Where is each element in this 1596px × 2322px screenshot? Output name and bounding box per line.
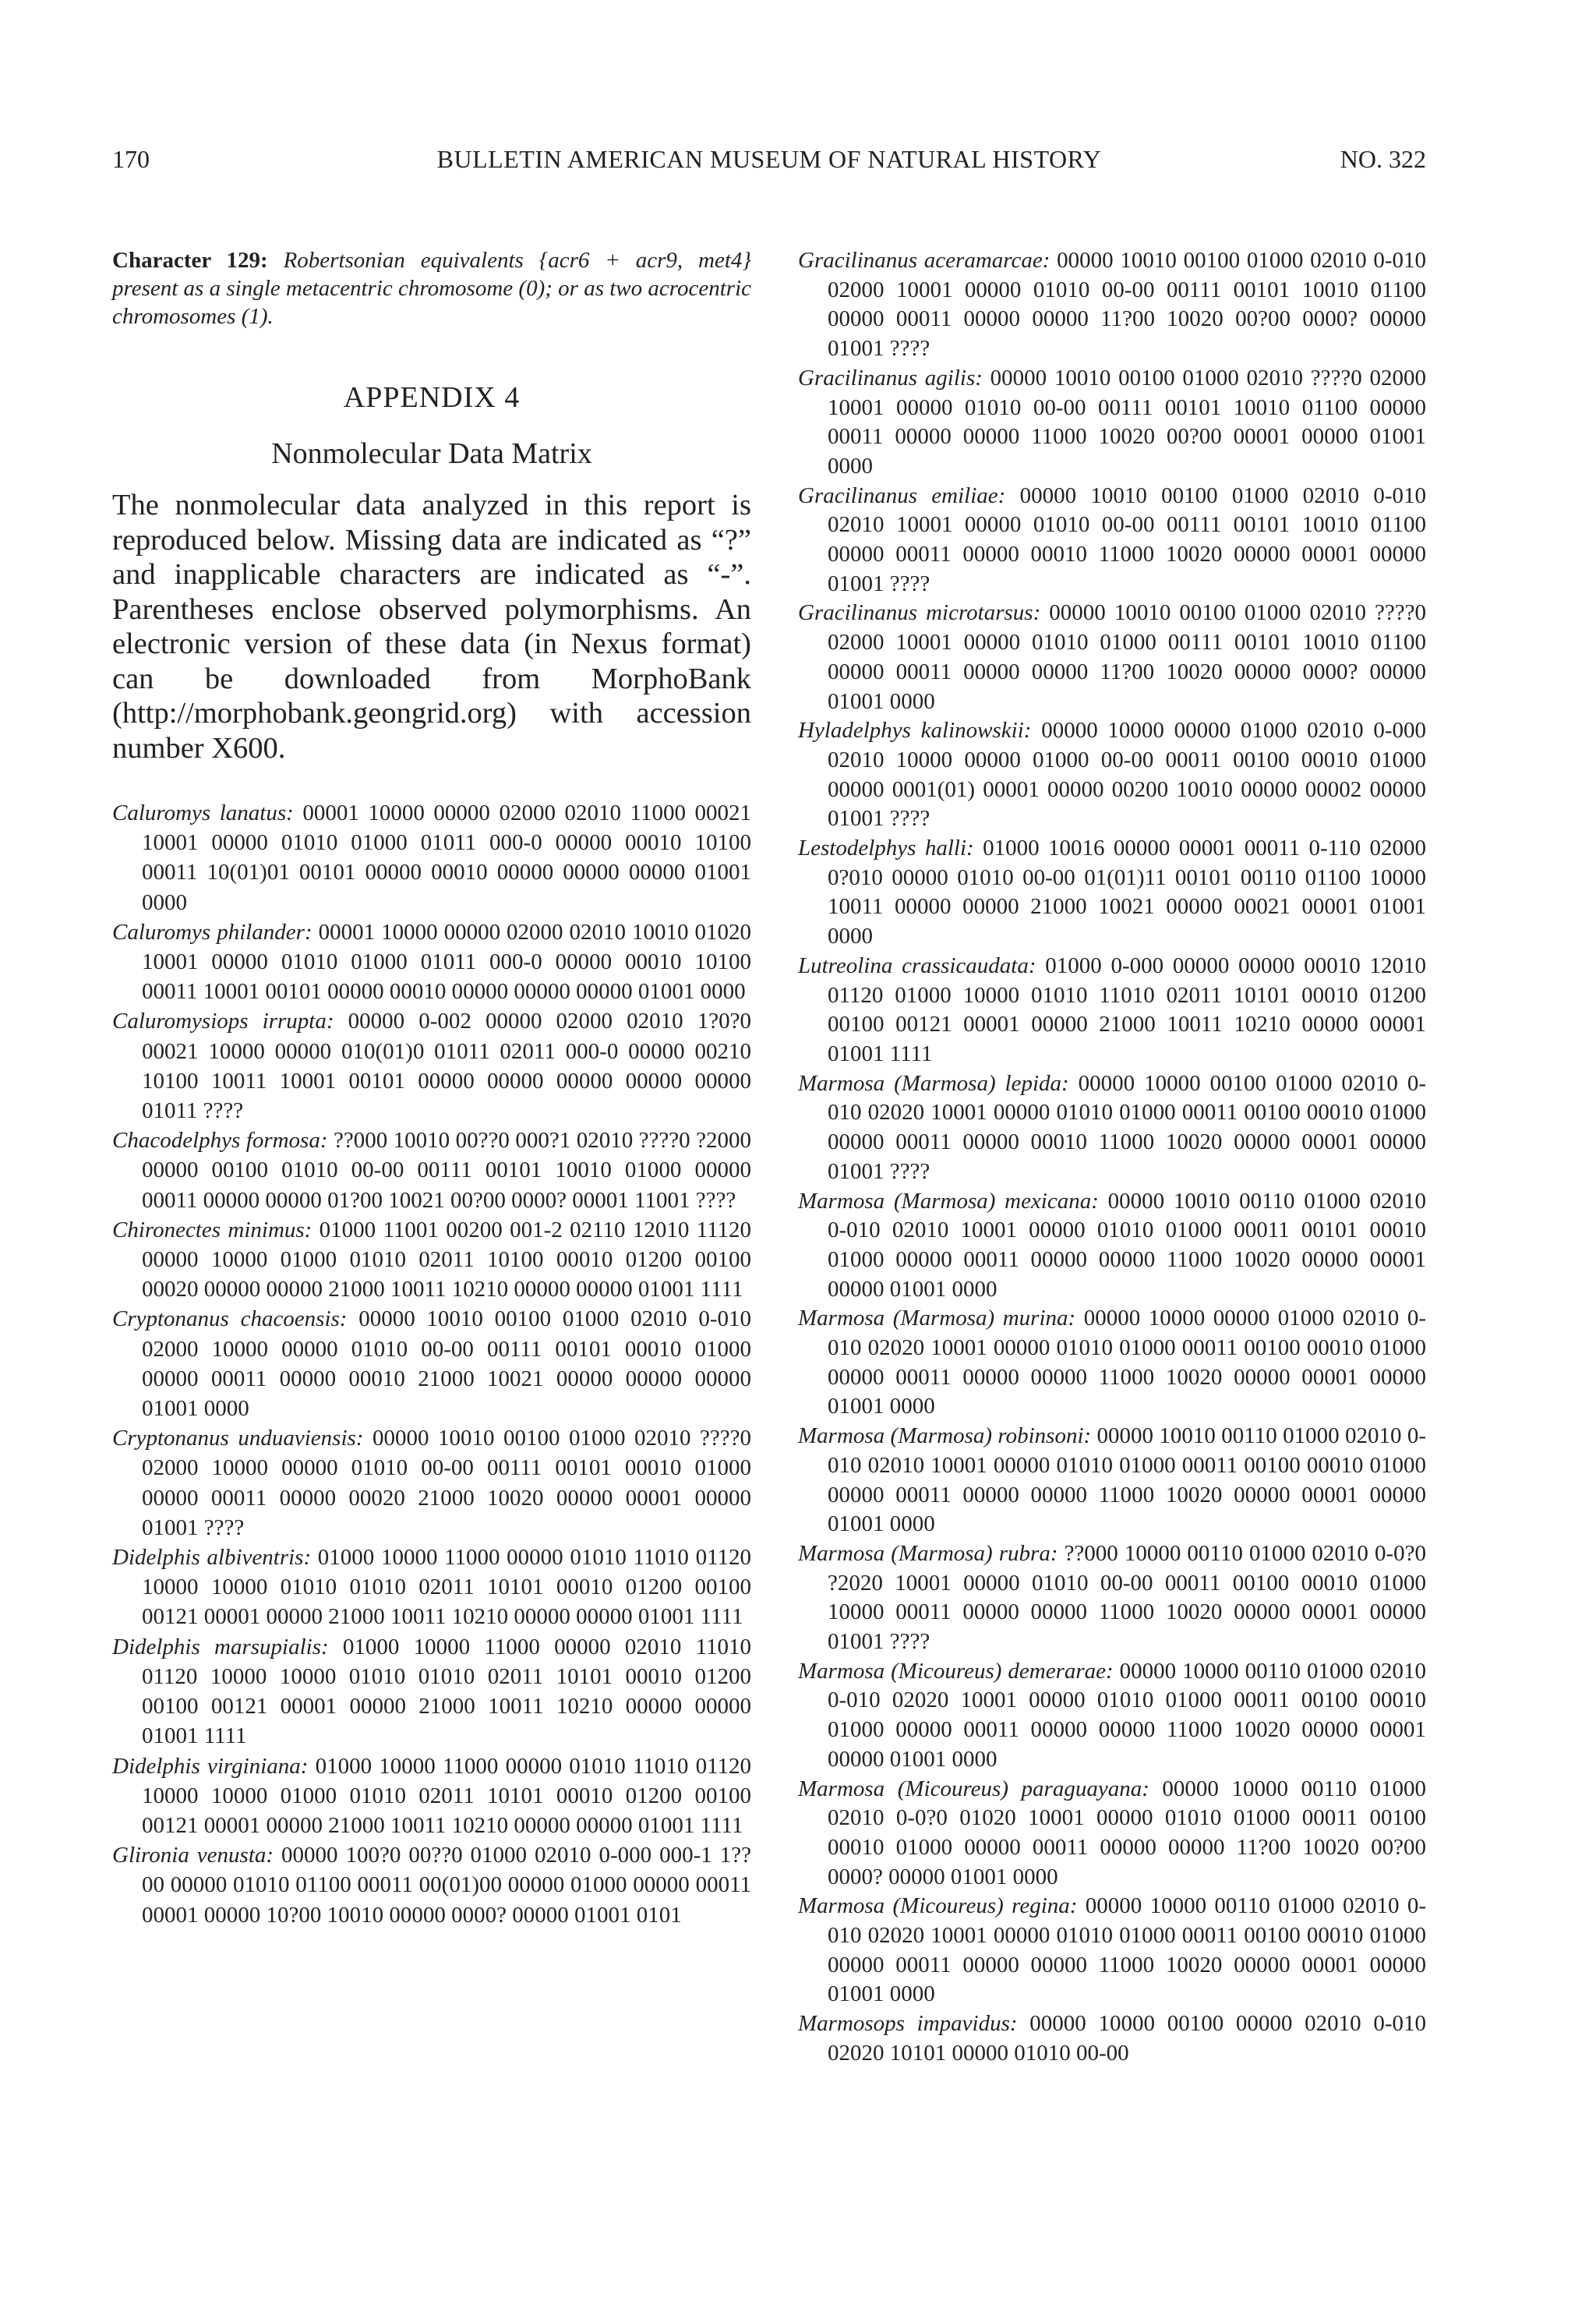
taxon-character-states: ??000 10010 00??0 000?1 02010 ????0 ?2000 00000 00100 01010 00-00 00111 00101 10010 01000 00000 00011 00000 00000 01?00 10021 00?00 0000? 00001 11001 ???? (142, 1128, 751, 1213)
taxon-entry (798, 1304, 1426, 1422)
taxon-entry (112, 798, 751, 917)
right-column (798, 246, 1426, 2069)
taxon-entry (798, 716, 1426, 834)
left-column (112, 246, 751, 1930)
taxon-name: Marmosa (Marmosa) lepida: (798, 1070, 1069, 1096)
taxon-character-states: 00001 10000 00000 02000 02010 11000 00021 10001 00000 01010 01000 01011 000-0 00000 00010 10100 00011 10(01)01 00101 00000 00010 00000 00000 00000 01001 0000 (142, 801, 751, 915)
taxon-entry (798, 952, 1426, 1069)
character-description (112, 246, 751, 330)
appendix-subtitle: Nonmolecular Data Matrix (271, 437, 592, 470)
taxon-name: Caluromysiops irrupta: (112, 1009, 334, 1034)
taxon-entry (798, 1187, 1426, 1305)
taxon-character-states: 01000 10016 00000 00001 00011 0-110 02000 0?010 00000 01010 00-00 01(01)11 00101 00110 01100 10000 10011 00000 00000 21000 10021 00000 00021 00001 01001 0000 (828, 836, 1426, 949)
taxon-name: Gracilinanus agilis: (798, 365, 983, 391)
taxon-name: Caluromys lanatus: (112, 801, 294, 825)
taxon-entry (798, 1657, 1426, 1775)
taxon-character-states: 00000 10000 00110 01000 02010 0-0?0 01020 10001 00000 01010 01000 00011 00100 00010 01000 00000 00011 00000 00000 11?00 10020 00?00 0000? 00000 01001 0000 (828, 1776, 1426, 1889)
taxon-entry (112, 1840, 751, 1930)
taxon-character-states: ??000 10000 00110 01000 02010 0-0?0 ?2020 10001 00000 01010 00-00 00011 00100 00010 01000 10000 00011 00000 00000 11000 10020 00000 00001 00000 01001 ???? (828, 1540, 1427, 1655)
taxon-name: Marmosa (Marmosa) mexicana: (798, 1188, 1099, 1214)
taxon-character-states: 00000 10000 00000 01000 02010 0-000 02010 10000 00000 01000 00-00 00011 00100 00010 01000 00000 0001(01) 00001 00000 00200 10010 00000 00002 00000 01001 ???? (828, 718, 1426, 832)
taxon-name: Cryptonanus chacoensis: (112, 1306, 348, 1332)
taxon-entry (798, 599, 1426, 716)
taxon-character-states: 01000 10000 11000 00000 01010 11010 01120 10000 10000 01000 01010 02011 10101 00010 01200 00100 00121 00001 00000 21000 10011 10210 00000 00000 01001 1111 (142, 1753, 751, 1838)
taxon-character-states: 00000 10010 00100 01000 02010 ????0 02000 10001 00000 01010 00-00 00111 00101 10010 01100 00000 00011 00000 00000 11000 10020 00?00 00001 00000 01001 0000 (828, 365, 1426, 479)
character-text: Robertsonian equivalents {acr6 + acr9, met4} present as a single metacentric chromosome (0); or as two acrocentric chromosomes (1). (112, 248, 751, 329)
taxon-character-states: 00000 10010 00110 01000 02010 0-010 02010 10001 00000 01010 01000 00011 00101 00010 01000 00000 00011 00000 00000 11000 10020 00000 00001 00000 01001 0000 (828, 1188, 1426, 1302)
taxon-entry (112, 1304, 751, 1423)
taxon-name: Marmosa (Marmosa) rubra: (798, 1540, 1058, 1566)
taxon-entry (798, 482, 1426, 599)
taxon-name: Glironia venusta: (112, 1843, 274, 1868)
taxon-entry (112, 1543, 751, 1632)
appendix-intro: The nonmolecular data analyzed in this report is reproduced below. Missing data are indicated as “?” and inapplicable characters are indicated as “-”. Parentheses enclose observed polymorphisms. An electronic version of these data (in Nexus format) can be downloaded from MorphoBank (http://morphobank.geongrid.org) with accession number X600. (112, 489, 751, 765)
journal-title: BULLETIN AMERICAN MUSEUM OF NATURAL HISTORY (436, 145, 1102, 173)
taxon-character-states: 00000 10010 00100 01000 02010 0-010 02000 10000 00000 01010 00-00 00111 00101 00010 01000 00000 00011 00000 00010 21000 10021 00000 00000 00000 01001 0000 (142, 1306, 751, 1422)
taxon-name: Marmosa (Micoureus) demerarae: (798, 1658, 1114, 1684)
taxon-character-states: 01000 0-000 00000 00000 00010 12010 01120 01000 10000 01010 11010 02011 10101 00010 01200 00100 00121 00001 00000 21000 10011 10210 00000 00001 01001 1111 (828, 952, 1426, 1066)
taxon-name: Didelphis virginiana: (112, 1753, 309, 1779)
taxon-character-states: 01000 11001 00200 001-2 02110 12010 11120 00000 10000 01000 01010 02011 10100 00010 01200 00100 00020 00000 00000 21000 10011 10210 00000 00000 01001 1111 (142, 1217, 751, 1302)
taxon-name: Cryptonanus unduaviensis: (112, 1426, 364, 1451)
taxa-list-left (112, 798, 751, 1930)
taxon-name: Caluromys philander: (112, 919, 312, 945)
taxon-name: Hyladelphys kalinowskii: (798, 718, 1032, 744)
taxon-character-states: 00000 10000 00110 01000 02010 0-010 02020 10001 00000 01010 01000 00011 00100 00010 01000 00000 00011 00000 00000 11000 10020 00000 00001 00000 01001 0000 (828, 1658, 1426, 1772)
taxon-character-states: 00001 10000 00000 02000 02010 10010 01020 10001 00000 01010 01000 01011 000-0 00000 00010 10100 00011 10001 00101 00000 00010 00000 00000 00000 01001 0000 (142, 919, 752, 1005)
page-number: 170 (112, 145, 150, 173)
taxon-name: Lestodelphys halli: (798, 836, 974, 861)
taxon-name: Marmosa (Micoureus) paraguayana: (798, 1776, 1149, 1801)
taxon-character-states: 00000 0-002 00000 02000 02010 1?0?0 00021 10000 00000 010(01)0 01011 02011 000-0 00000 00210 10100 10011 10001 00101 00000 00000 00000 00000 00000 01011 ???? (142, 1009, 752, 1124)
taxon-character-states: 00000 10010 00100 01000 02010 0-010 02010 10001 00000 01010 00-00 00111 00101 10010 01100 00000 00011 00000 00010 11000 10020 00000 00001 00000 01001 ???? (828, 482, 1426, 596)
taxa-list-right (798, 246, 1426, 2069)
taxon-entry (798, 834, 1426, 952)
taxon-character-states: 00000 10000 00000 01000 02010 0-010 02020 10001 00000 01010 01000 00011 00100 00010 01000 00000 00011 00000 00000 11000 10020 00000 00001 00000 01001 0000 (828, 1306, 1426, 1419)
taxon-entry (798, 1069, 1426, 1187)
taxon-entry (112, 917, 751, 1007)
taxon-entry (798, 1775, 1426, 1893)
taxon-entry (798, 246, 1426, 364)
taxon-entry (112, 1751, 751, 1841)
taxon-name: Marmosa (Marmosa) robinsoni: (798, 1423, 1092, 1449)
taxon-name: Marmosa (Marmosa) murina: (798, 1306, 1076, 1331)
taxon-name: Marmosa (Micoureus) regina: (798, 1893, 1078, 1919)
taxon-character-states: 00000 10010 00100 01000 02010 ????0 02000 10000 00000 01010 00-00 00111 00101 00010 01000 00000 00011 00000 00020 21000 10020 00000 00001 00000 01001 ???? (142, 1426, 751, 1540)
taxon-entry (798, 1539, 1426, 1657)
taxon-entry (112, 1632, 751, 1751)
taxon-entry (798, 2009, 1426, 2068)
taxon-name: Marmosops impavidus: (798, 2011, 1018, 2037)
taxon-character-states: 00000 10010 00110 01000 02010 0-010 02010 10001 00000 01010 01000 00011 00100 00010 01000 00000 00011 00000 00000 11000 10020 00000 00001 00000 01001 0000 (828, 1423, 1426, 1537)
taxon-entry (112, 1215, 751, 1305)
taxon-name: Gracilinanus emiliae: (798, 482, 1006, 508)
taxon-name: Lutreolina crassicaudata: (798, 952, 1036, 978)
taxon-name: Didelphis albiventris: (112, 1545, 312, 1571)
taxon-character-states: 00000 10000 00110 01000 02010 0-010 02020 10001 00000 01010 01000 00011 00100 00010 01000 00000 00011 00000 00000 11000 10020 00000 00001 00000 01001 0000 (828, 1893, 1427, 2007)
taxon-name: Gracilinanus microtarsus: (798, 600, 1041, 626)
taxon-character-states: 00000 10010 00100 01000 02010 0-010 02000 10001 00000 01010 00-00 00111 00101 10010 01100 00000 00011 00000 00000 11?00 10020 00?00 0000? 00000 01001 ???? (828, 248, 1427, 362)
taxon-character-states: 01000 10000 11000 00000 02010 11010 01120 10000 10000 01010 01010 02011 10101 00010 01200 00100 00121 00001 00000 21000 10011 10210 00000 00000 01001 1111 (142, 1634, 751, 1749)
taxon-character-states: 00000 100?0 00??0 01000 02010 0-000 000-1 1??00 00000 01010 01100 00011 00(01)00 00000 01000 00000 00011 00001 00000 10?00 10010 00000 0000? 00000 01001 0101 (142, 1843, 751, 1928)
taxon-entry (112, 1006, 751, 1126)
taxon-name: Gracilinanus aceramarcae: (798, 248, 1050, 273)
taxon-entry (798, 364, 1426, 482)
taxon-character-states: 00000 10010 00100 01000 02010 ????0 02000 10001 00000 01010 01000 00111 00101 10010 01100 00000 00011 00000 00000 11?00 10020 00000 0000? 00000 01001 0000 (828, 600, 1426, 714)
appendix-title: APPENDIX 4 (343, 381, 521, 414)
taxon-name: Chironectes minimus: (112, 1217, 312, 1242)
character-label: Character 129: (112, 248, 268, 273)
taxon-character-states: 01000 10000 11000 00000 01010 11010 01120 10000 10000 01010 01010 02011 10101 00010 01200 00100 00121 00001 00000 21000 10011 10210 00000 00000 01001 1111 (142, 1545, 751, 1630)
taxon-entry (112, 1423, 751, 1543)
taxon-name: Chacodelphys formosa: (112, 1128, 328, 1154)
taxon-entry (798, 1892, 1426, 2009)
taxon-character-states: 00000 10000 00100 01000 02010 0-010 02020 10001 00000 01010 01000 00011 00100 00010 01000 00000 00011 00000 00010 11000 10020 00000 00001 00000 01001 ???? (828, 1070, 1426, 1184)
taxon-character-states: 00000 10000 00100 00000 02010 0-010 02020 10101 00000 01010 00-00 (828, 2011, 1426, 2066)
taxon-entry (798, 1422, 1426, 1539)
taxon-name: Didelphis marsupialis: (112, 1634, 329, 1659)
issue-number: NO. 322 (1340, 145, 1426, 173)
taxon-entry (112, 1126, 751, 1215)
running-head (112, 143, 1426, 175)
